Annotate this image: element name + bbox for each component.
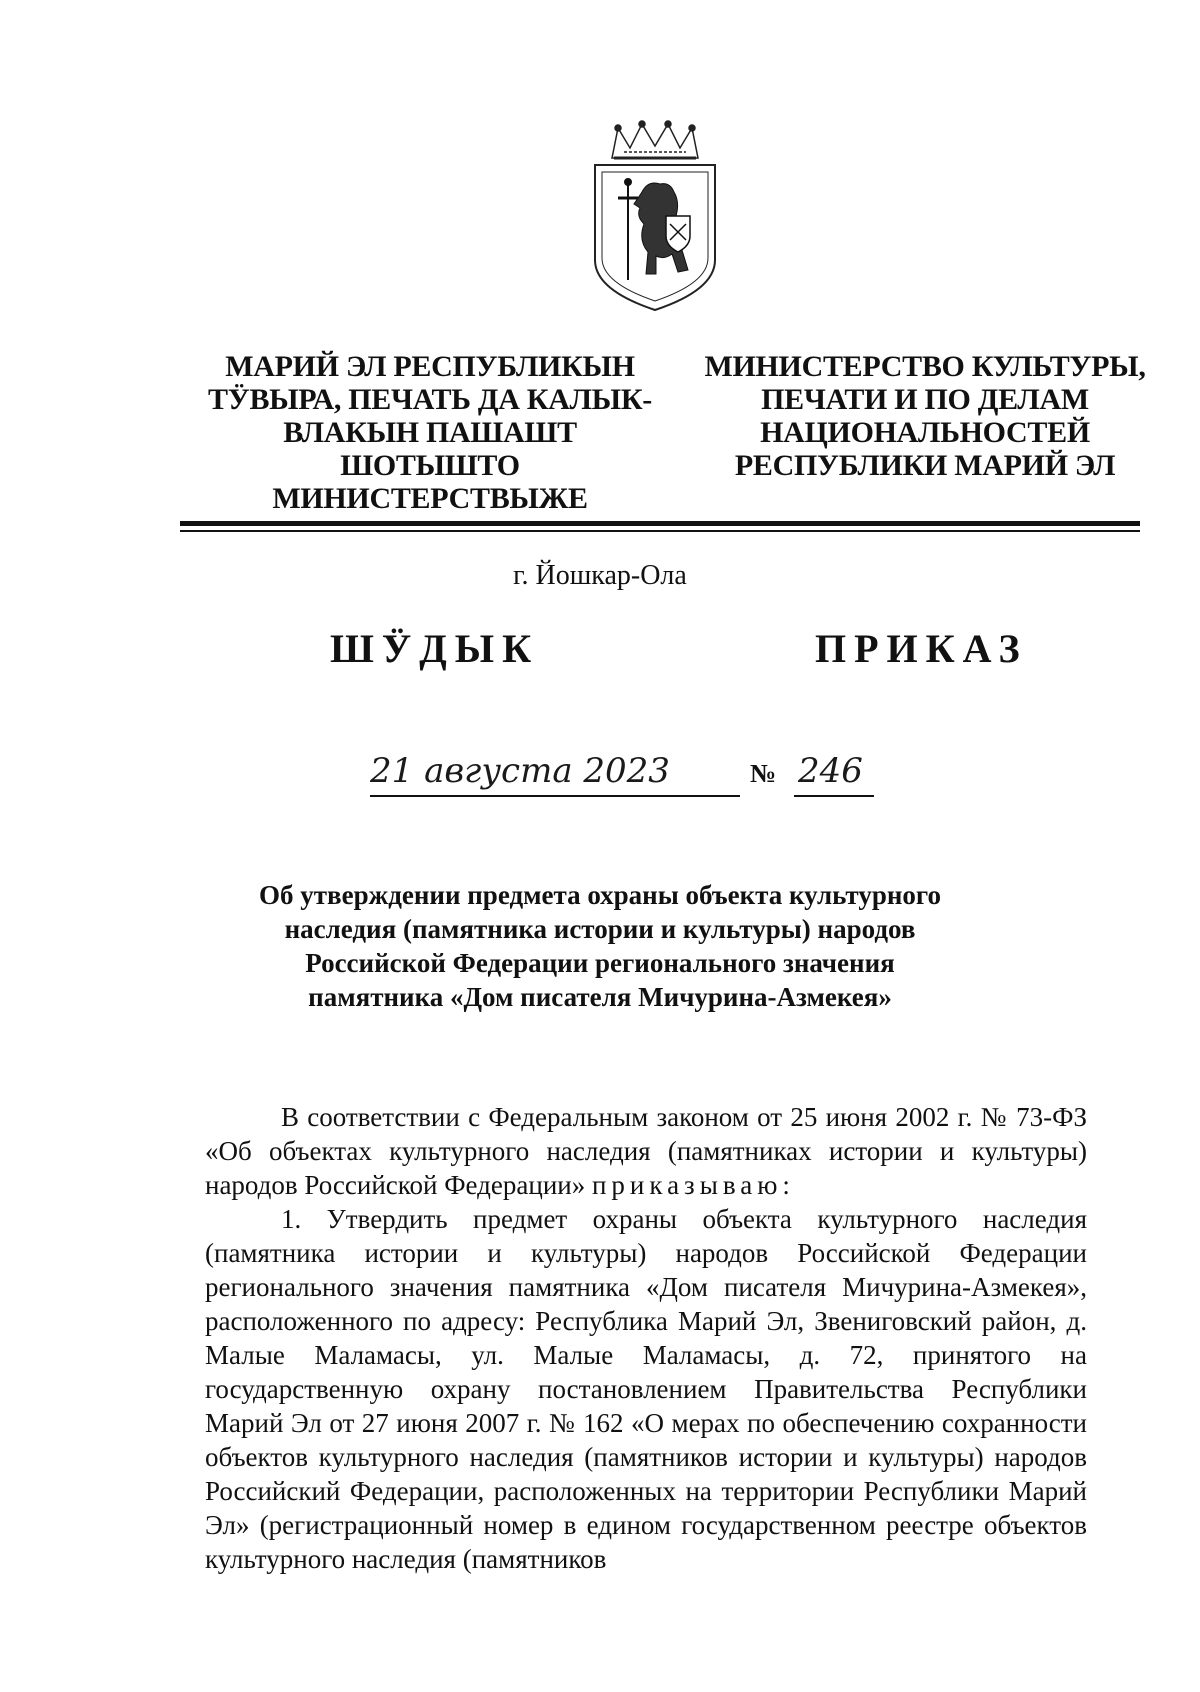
order-number: 246 bbox=[798, 751, 863, 791]
header-divider-thick bbox=[180, 521, 1140, 526]
order-body bbox=[205, 1100, 1087, 1576]
number-underline bbox=[794, 795, 874, 797]
bear-shield-icon bbox=[666, 216, 690, 252]
item-1-paragraph: 1. Утвердить предмет охраны объекта культурного наследия (памятника истории и культуры) народов Российской Федерации регионального значения памятника «Дом писателя Мичурина-Азмекея», расположенного по адресу: Республика Марий Эл, Звениговский район, д. Малые Маламасы, ул. Малые Маламасы, д. 72, принятого на государственную охрану постановлением Правительства Республики Марий Эл от 27 июня 2007 г. № 162 «О мерах по обеспечению сохранности объектов культурного наследия (памятников истории и культуры) народов Российский Федерации, расположенных на территории Республики Марий Эл» (регистрационный номер в едином государственном реестре объектов культурного наследия (памятников bbox=[205, 1204, 1087, 1574]
doc-type-mari: ШӰДЫК bbox=[330, 626, 540, 671]
subject-line: памятника «Дом писателя Мичурина-Азмекея» bbox=[308, 982, 892, 1012]
coat-of-arms-emblem bbox=[590, 120, 720, 315]
subject-line: Об утверждении предмета охраны объекта культурного bbox=[259, 880, 941, 910]
order-subject bbox=[0, 878, 1200, 1014]
letterhead-mari-line: МИНИСТЕРСТВЫЖЕ bbox=[272, 482, 588, 515]
letterhead-mari-line: МАРИЙ ЭЛ РЕСПУБЛИКЫН bbox=[225, 350, 635, 383]
letterhead-russian bbox=[700, 350, 1150, 482]
letterhead-russian-line: ПЕЧАТИ И ПО ДЕЛАМ bbox=[761, 383, 1089, 416]
letterhead bbox=[0, 350, 1200, 515]
subject-line: наследия (памятника истории и культуры) народов bbox=[284, 914, 916, 944]
letterhead-mari-line: ТӰВЫРА, ПЕЧАТЬ ДА КАЛЫК- bbox=[208, 383, 652, 416]
sword-icon bbox=[618, 179, 638, 280]
city-name: г. Йошкар-Ола bbox=[513, 560, 687, 591]
header-divider-thin bbox=[180, 530, 1140, 532]
doc-type-russian: ПРИКАЗ bbox=[815, 626, 1028, 671]
letterhead-russian-line: НАЦИОНАЛЬНОСТЕЙ bbox=[760, 416, 1090, 449]
subject-line: Российской Федерации регионального значения bbox=[305, 948, 895, 978]
number-sign: № bbox=[750, 759, 777, 788]
order-date: 21 августа 2023 bbox=[370, 751, 670, 791]
letterhead-russian-line: МИНИСТЕРСТВО КУЛЬТУРЫ, bbox=[704, 350, 1146, 383]
preamble-command: приказываю: bbox=[591, 1170, 795, 1200]
letterhead-mari-line: ВЛАКЫН ПАШАШТ ШОТЫШТО bbox=[283, 416, 577, 482]
crown-icon bbox=[612, 121, 698, 158]
date-underline bbox=[370, 795, 740, 797]
letterhead-russian-line: РЕСПУБЛИКИ МАРИЙ ЭЛ bbox=[734, 449, 1116, 482]
preamble-text: В соответствии с Федеральным законом от 25 июня 2002 г. № 73-ФЗ «Об объектах культурного наследия (памятниках истории и культуры) народов Российской Федерации» bbox=[205, 1102, 1087, 1200]
preamble-paragraph bbox=[205, 1100, 1087, 1202]
order-date-number bbox=[370, 745, 890, 805]
letterhead-mari bbox=[195, 350, 665, 515]
